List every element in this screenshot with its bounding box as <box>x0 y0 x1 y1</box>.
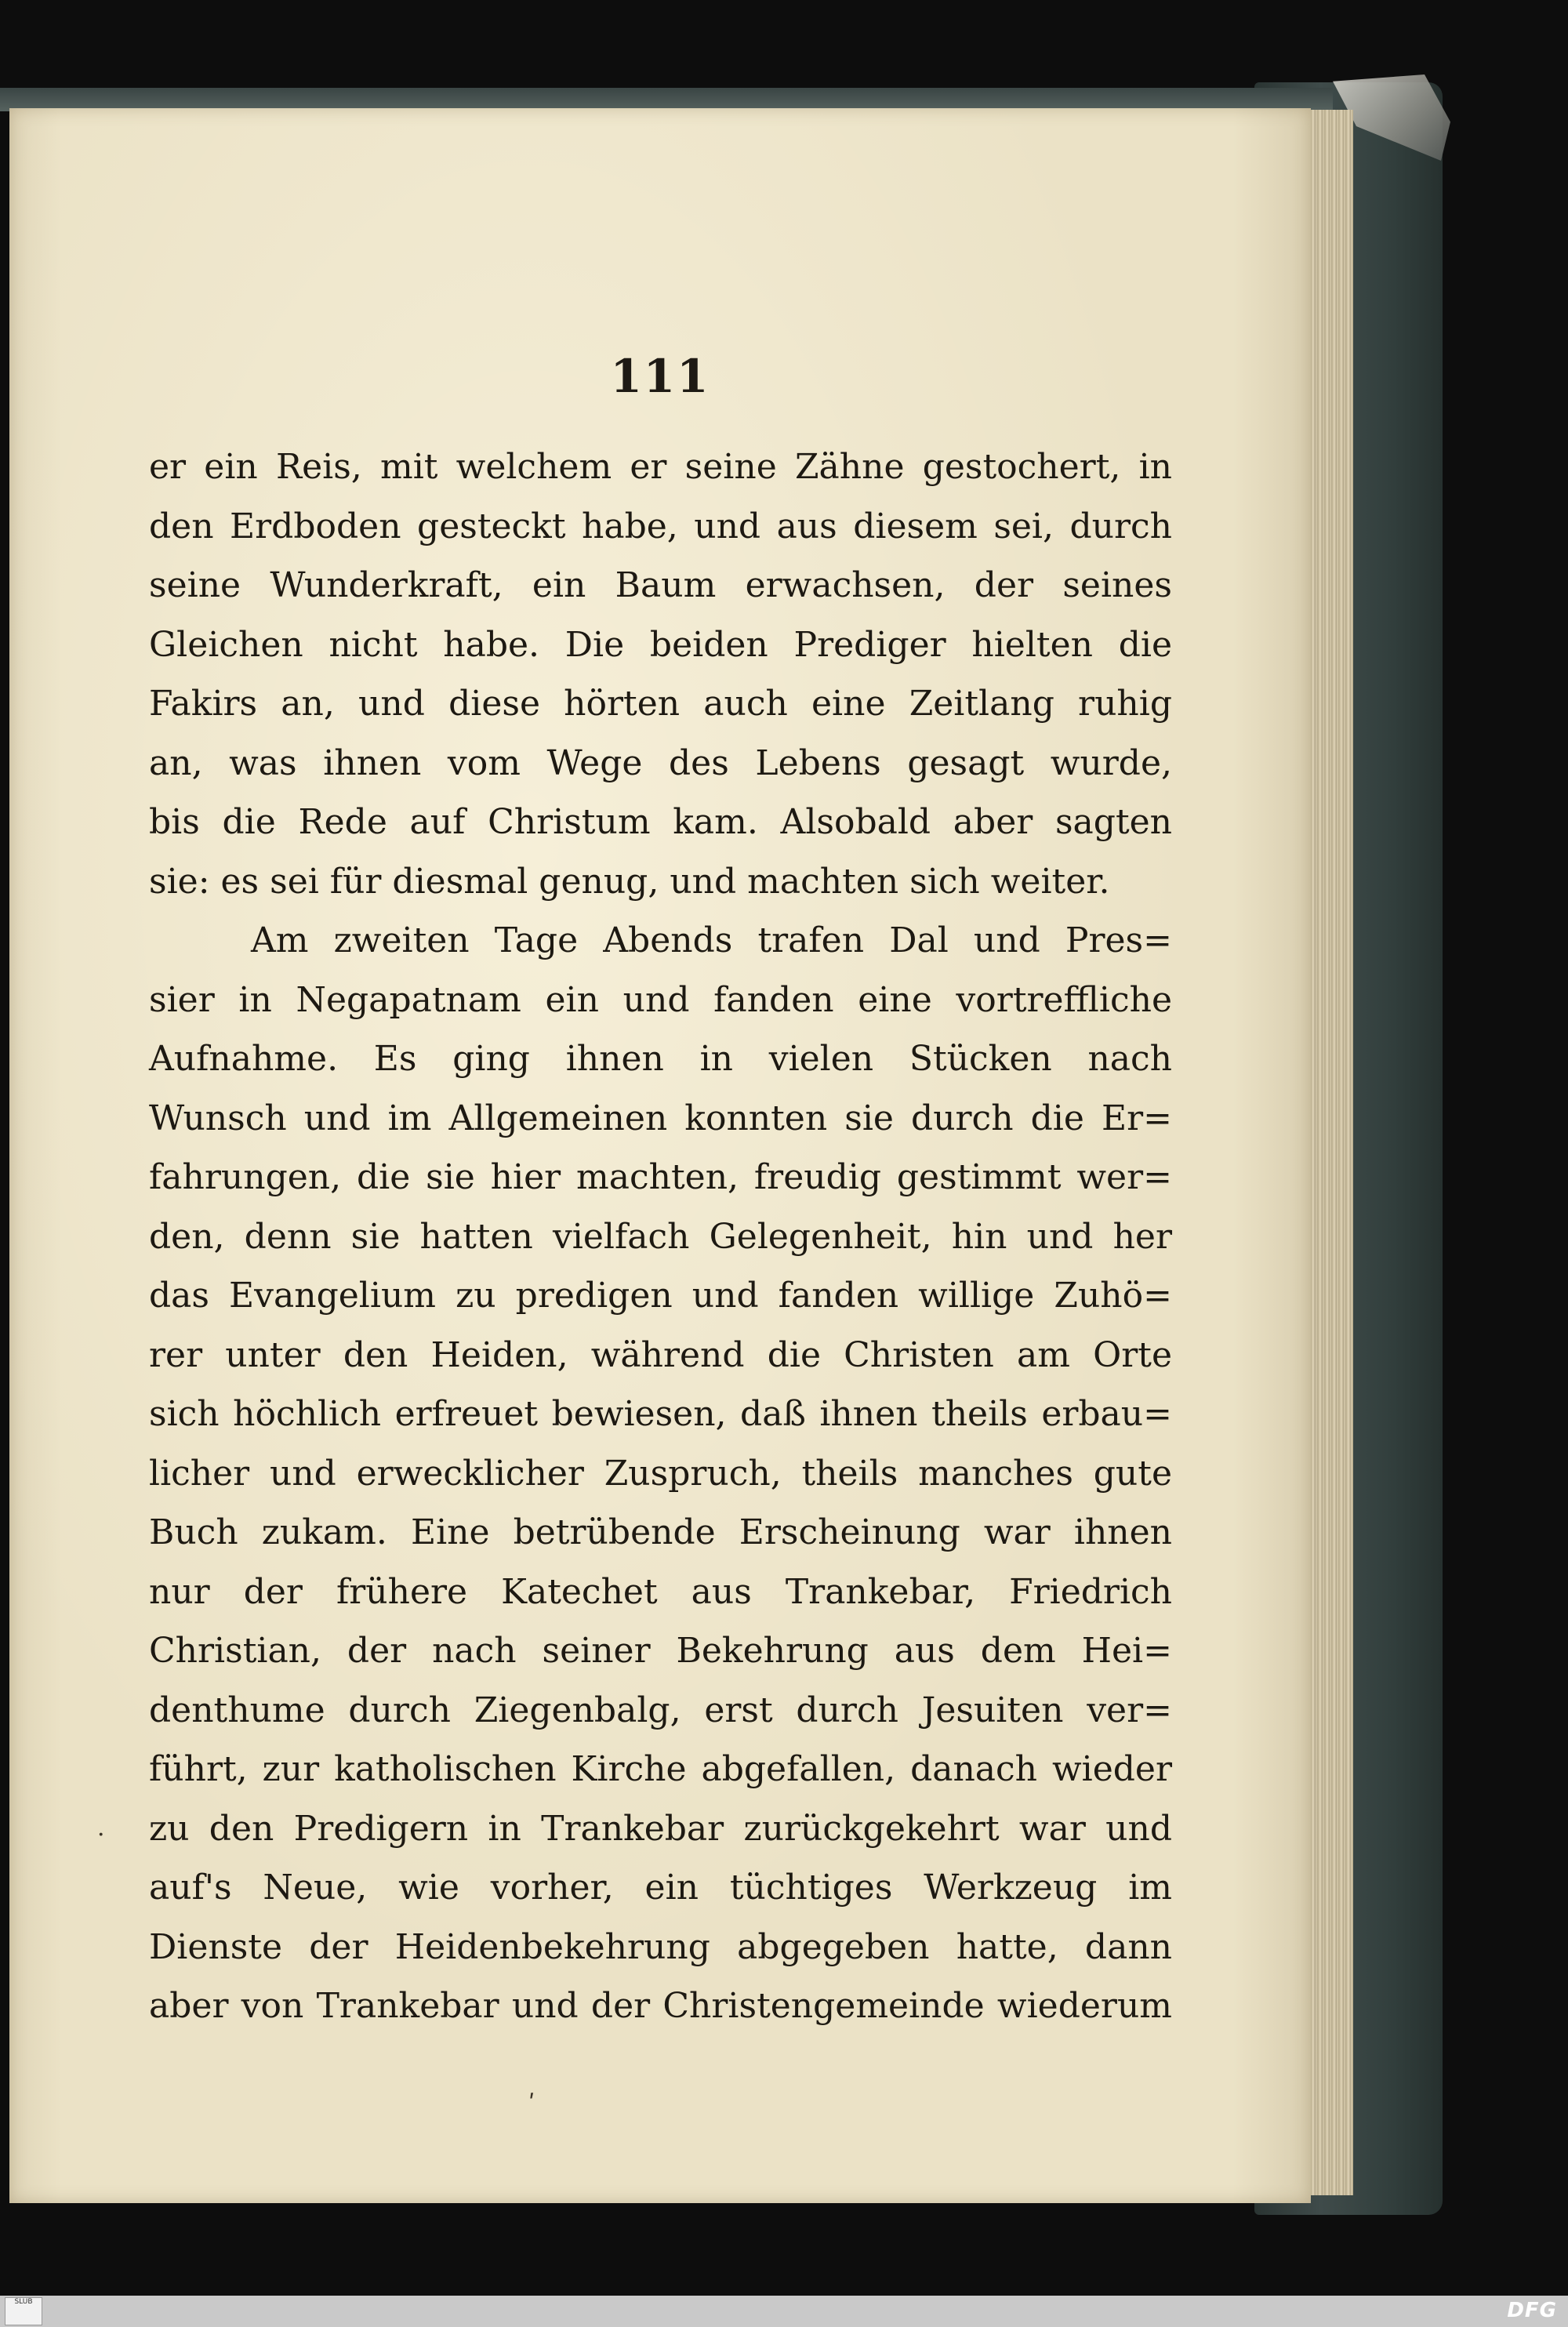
text-line: licher und erwecklicher Zuspruch, theils manches gute <box>149 1453 1172 1494</box>
text-line: auf's Neue, wie vorher, ein tüchtiges Werkzeug im <box>149 1868 1172 1908</box>
text-line: seine Wunderkraft, ein Baum erwachsen, der seines <box>149 565 1172 605</box>
text-line: sier in Negapatnam ein und fanden eine vortreffliche <box>149 979 1172 1020</box>
library-logo: SLUB <box>5 2297 42 2325</box>
text-line: das Evangelium zu predigen und fanden willige Zuhö= <box>149 1276 1172 1316</box>
body-text <box>149 437 1172 2036</box>
paper-speck: ʹ <box>528 2090 535 2118</box>
text-line: den, denn sie hatten vielfach Gelegenheit, hin und her <box>149 1216 1172 1257</box>
text-line: aber von Trankebar und der Christengemeinde wiederum <box>149 1986 1172 2026</box>
text-line: rer unter den Heiden, während die Christen am Orte <box>149 1334 1172 1375</box>
text-line: zu den Predigern in Trankebar zurückgekehrt war und <box>149 1808 1172 1849</box>
text-line: Fakirs an, und diese hörten auch eine Zeitlang ruhig <box>149 684 1172 724</box>
text-line: Gleichen nicht habe. Die beiden Prediger hielten die <box>149 624 1172 665</box>
dfg-credit: DFG <box>1507 2299 1557 2322</box>
paper-speck: · <box>97 1821 105 1849</box>
text-line: Am zweiten Tage Abends trafen Dal und Pres= <box>251 920 1172 960</box>
text-line: sie: es sei für diesmal genug, und machten sich weiter. <box>149 861 1110 902</box>
text-line: Buch zukam. Eine betrübende Erscheinung war ihnen <box>149 1512 1172 1552</box>
text-line: fahrungen, die sie hier machten, freudig gestimmt wer= <box>149 1157 1172 1197</box>
paper-page <box>9 108 1311 2203</box>
text-line: führt, zur katholischen Kirche abgefallen, danach wieder <box>149 1749 1172 1789</box>
text-line: er ein Reis, mit welchem er seine Zähne gestochert, in <box>149 447 1172 487</box>
text-line: Dienste der Heidenbekehrung abgegeben hatte, dann <box>149 1926 1172 1967</box>
text-line: an, was ihnen vom Wege des Lebens gesagt wurde, <box>149 742 1172 783</box>
text-line: denthume durch Ziegenbalg, erst durch Jesuiten ver= <box>149 1690 1172 1730</box>
text-line: den Erdboden gesteckt habe, und aus diesem sei, durch <box>149 506 1172 546</box>
text-line: nur der frühere Katechet aus Trankebar, Friedrich <box>149 1571 1172 1612</box>
text-line: Wunsch und im Allgemeinen konnten sie durch die Er= <box>149 1098 1172 1138</box>
text-line: Aufnahme. Es ging ihnen in vielen Stücken nach <box>149 1039 1172 1079</box>
text-line: Christian, der nach seiner Bekehrung aus dem Hei= <box>149 1631 1172 1671</box>
text-line: bis die Rede auf Christum kam. Alsobald aber sagten <box>149 802 1172 842</box>
page-number: 111 <box>610 350 710 403</box>
text-line: sich höchlich erfreuet bewiesen, daß ihnen theils erbau= <box>149 1394 1172 1434</box>
viewer-footer-bar <box>0 2296 1568 2327</box>
